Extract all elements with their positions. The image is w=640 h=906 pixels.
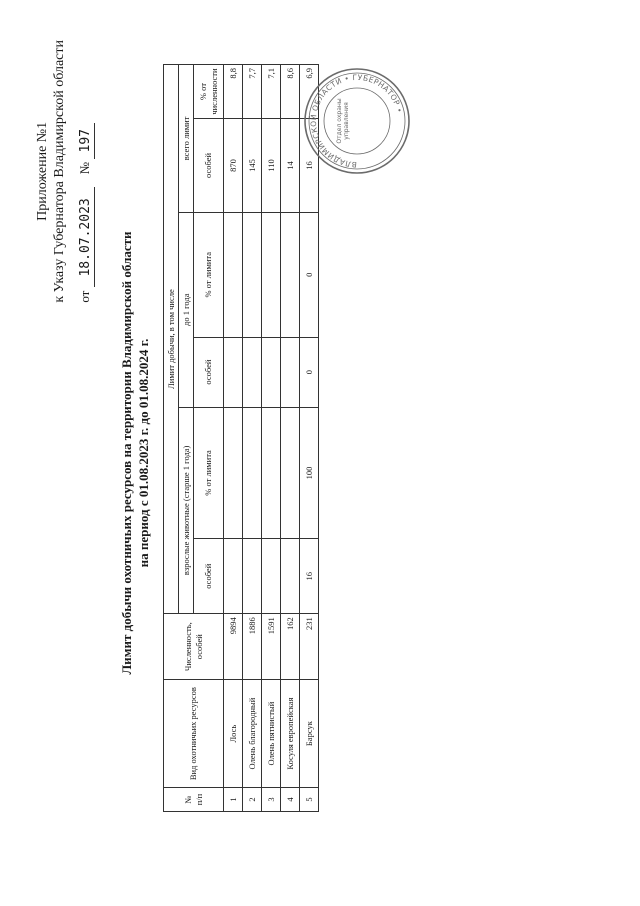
row-total-count: 16 — [300, 119, 319, 213]
row-population: 162 — [281, 614, 300, 680]
row-num: 4 — [281, 788, 300, 812]
row-adult-count: 16 — [300, 539, 319, 614]
row-total-pct: 6,9 — [300, 65, 319, 119]
row-population: 1886 — [243, 614, 262, 680]
header-total-animals: особей — [194, 119, 224, 213]
row-adult-count — [243, 539, 262, 614]
row-num: 5 — [300, 788, 319, 812]
row-num: 1 — [224, 788, 243, 812]
table-row — [300, 65, 319, 812]
row-young-pct — [262, 212, 281, 337]
header-limit-group: Лимит добычи, в том числе — [164, 65, 179, 614]
header-young-pct: % от лимита — [194, 212, 224, 337]
row-young-pct — [281, 212, 300, 337]
decree-date: 18.07.2023 — [77, 187, 95, 287]
row-num: 2 — [243, 788, 262, 812]
seal-center-text: Отдел охраны управления — [336, 98, 350, 144]
header-population: Численность, особей — [164, 614, 224, 680]
row-young-pct — [224, 212, 243, 337]
row-species: Барсук — [300, 680, 319, 788]
row-adult-pct — [281, 407, 300, 539]
row-adult-pct — [243, 407, 262, 539]
row-adult-pct — [262, 407, 281, 539]
header-total: всего лимит — [179, 65, 194, 213]
row-total-pct: 8,8 — [224, 65, 243, 119]
row-num: 3 — [262, 788, 281, 812]
row-population: 231 — [300, 614, 319, 680]
row-species: Олень пятнистый — [262, 680, 281, 788]
row-total-count: 870 — [224, 119, 243, 213]
seal-center — [336, 92, 378, 150]
row-total-count: 14 — [281, 119, 300, 213]
header-adult-animals: особей — [194, 539, 224, 614]
row-young-pct: 0 — [300, 212, 319, 337]
header-num: № п/п — [164, 788, 224, 812]
row-adult-count — [262, 539, 281, 614]
header-total-pct: % от численности — [194, 65, 224, 119]
title-line-1: Лимит добычи охотничьих ресурсов на территории Владимирской области — [119, 231, 134, 675]
table-row — [262, 65, 281, 812]
row-total-pct: 7,1 — [262, 65, 281, 119]
decree-date-line — [76, 40, 95, 303]
row-species: Олень благородный — [243, 680, 262, 788]
row-adult-count — [224, 539, 243, 614]
row-population: 1591 — [262, 614, 281, 680]
row-adult-count — [281, 539, 300, 614]
header-adults: взрослые животные (старше 1 года) — [179, 407, 194, 614]
row-total-count: 145 — [243, 119, 262, 213]
row-total-pct: 7,7 — [243, 65, 262, 119]
row-young-count — [243, 337, 262, 407]
row-young-count — [281, 337, 300, 407]
header-young-animals: особей — [194, 337, 224, 407]
table-row — [224, 65, 243, 812]
header-adult-pct: % от лимита — [194, 407, 224, 539]
row-species: Лось — [224, 680, 243, 788]
document-title — [118, 0, 152, 906]
official-seal-stamp — [302, 66, 412, 176]
decree-number: 197 — [77, 123, 95, 159]
date-prefix: от — [77, 290, 92, 303]
header-young: до 1 года — [179, 212, 194, 407]
appendix-title: Приложение №1 — [35, 121, 50, 221]
row-adult-pct — [224, 407, 243, 539]
row-adult-pct: 100 — [300, 407, 319, 539]
table-row — [243, 65, 262, 812]
number-prefix: № — [77, 161, 92, 175]
seal-ring-text: ВЛАДИМИРСКОЙ ОБЛАСТИ • ГУБЕРНАТОР • — [308, 72, 405, 170]
row-species: Косуля европейская — [281, 680, 300, 788]
row-population: 9894 — [224, 614, 243, 680]
row-young-pct — [243, 212, 262, 337]
row-total-count: 110 — [262, 119, 281, 213]
row-young-count — [224, 337, 243, 407]
appendix-block — [34, 40, 95, 303]
hunting-limits-table — [163, 64, 319, 812]
row-young-count: 0 — [300, 337, 319, 407]
title-line-2: на период с 01.08.2023 г. до 01.08.2024 г. — [136, 338, 151, 568]
appendix-decree-reference: к Указу Губернатора Владимирской области — [52, 40, 67, 303]
table-row — [281, 65, 300, 812]
header-species: Вид охотничьих ресурсов — [164, 680, 224, 788]
row-total-pct: 8,6 — [281, 65, 300, 119]
row-young-count — [262, 337, 281, 407]
